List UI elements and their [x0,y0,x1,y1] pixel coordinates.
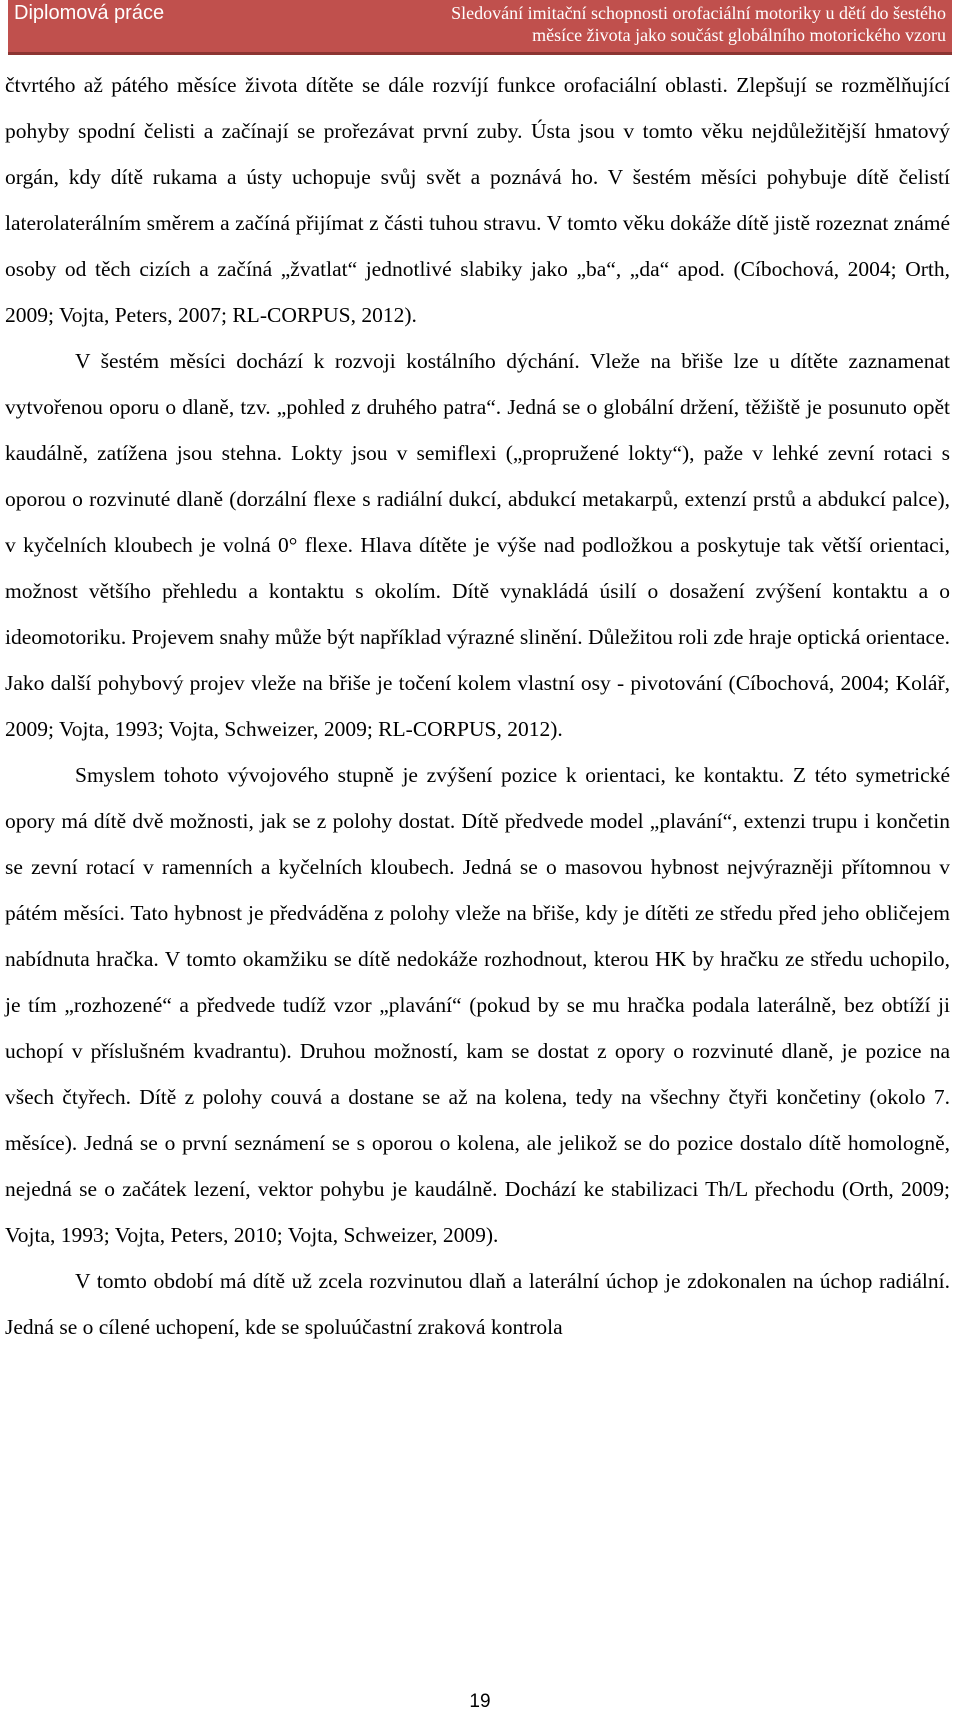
page-number: 19 [469,1691,491,1712]
paragraph-4: V tomto období má dítě už zcela rozvinutou dlaň a laterální úchop je zdokonalen na úchop radiální. Jedná se o cílené uchopení, kde se spoluúčastní zraková kontrola [5,1269,950,1339]
paragraph-2: V šestém měsíci dochází k rozvoji kostálního dýchání. Vleže na břiše lze u dítěte zaznamenat vytvořenou oporu o dlaně, tzv. „pohled z druhého patra“. Jedná se o globální držení, těžiště je posunuto opět kaudálně, zatížena jsou stehna. Lokty jsou v semiflexi („propružené lokty“), paže v lehké zevní rotaci s oporou o rozvinuté dlaně (dorzální flexe s radiální dukcí, abdukcí metakarpů, extenzí prstů a abdukcí palce), v kyčelních kloubech je volná 0° flexe. Hlava dítěte je výše nad podložkou a poskytuje tak větší orientaci, možnost většího přehledu a kontaktu s okolím. Dítě vynakládá úsilí o dosažení zvýšení kontaktu a o ideomotoriku. Projevem snahy může být například výrazné slinění. Důležitou roli zde hraje optická orientace. Jako další pohybový projev vleže na břiše je točení kolem vlastní osy - pivotování (Cíbochová, 2004; Kolář, 2009; Vojta, 1993; Vojta, Schweizer, 2009; RL-CORPUS, 2012). [5,349,950,741]
page-body [5,62,950,1350]
thesis-title-line-1: Sledování imitační schopnosti orofaciální motoriky u dětí do šestého [451,3,946,23]
thesis-type-label: Diplomová práce [14,2,165,24]
thesis-title-line-2: měsíce života jako součást globálního motorického vzoru [532,25,946,45]
paragraph-1: čtvrtého až pátého měsíce života dítěte se dále rozvíjí funkce orofaciální oblasti. Zlepšují se rozmělňující pohyby spodní čelisti a začínají se prořezávat první zuby. Ústa jsou v tomto věku nejdůležitější hmatový orgán, kdy dítě rukama a ústy uchopuje svůj svět a poznává ho. V šestém měsíci pohybuje dítě čelistí laterolaterálním směrem a začíná přijímat z části tuhou stravu. V tomto věku dokáže dítě jistě rozeznat známé osoby od těch cizích a začíná „žvatlat“ jednotlivé slabiky jako „ba“, „da“ apod. (Cíbochová, 2004; Orth, 2009; Vojta, Peters, 2007; RL-CORPUS, 2012). [5,73,950,327]
page-header [8,0,952,54]
thesis-title [451,2,946,46]
paragraph-3: Smyslem tohoto vývojového stupně je zvýšení pozice k orientaci, ke kontaktu. Z této symetrické opory má dítě dvě možnosti, jak se z polohy dostat. Dítě předvede model „plavání“, extenzi trupu i končetin se zevní rotací v ramenních a kyčelních kloubech. Jedná se o masovou hybnost nejvýrazněji přítomnou v pátém měsíci. Tato hybnost je předváděna z polohy vleže na břiše, kdy je dítěti ze středu před jeho obličejem nabídnuta hračka. V tomto okamžiku se dítě nedokáže rozhodnout, kterou HK by hračku ze středu uchopilo, je tím „rozhozené“ a předvede tudíž vzor „plavání“ (pokud by se mu hračka podala laterálně, bez obtíží ji uchopí v příslušném kvadrantu). Druhou možností, kam se dostat z opory o rozvinuté dlaně, je pozice na všech čtyřech. Dítě z polohy couvá a dostane se až na kolena, tedy na všechny čtyři končetiny (okolo 7. měsíce). Jedná se o první seznámení se s oporou o kolena, ale jelikož se do pozice dostalo dítě homologně, nejedná se o začátek lezení, vektor pohybu je kaudálně. Dochází ke stabilizaci Th/L přechodu (Orth, 2009; Vojta, 1993; Vojta, Peters, 2010; Vojta, Schweizer, 2009). [5,763,950,1247]
